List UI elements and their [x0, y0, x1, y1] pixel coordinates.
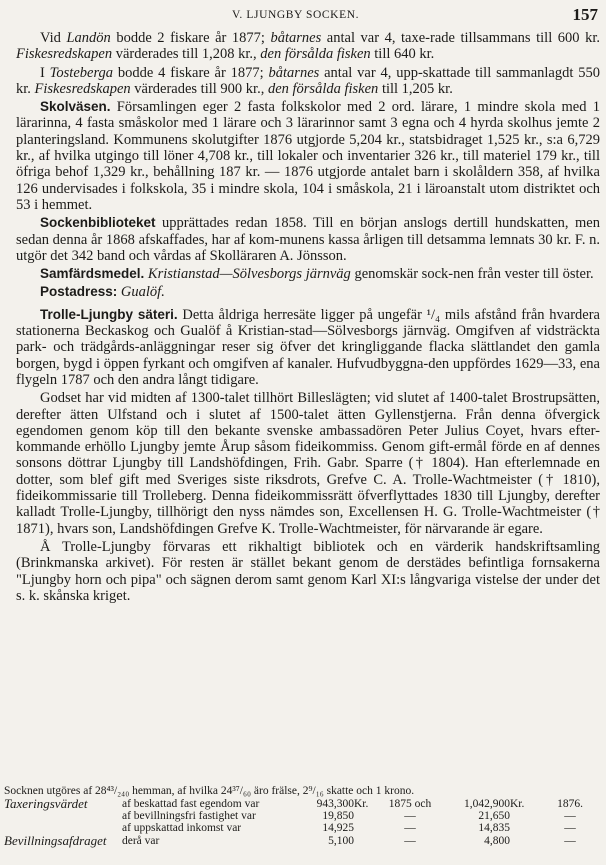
text-run: upprättades redan 1858. Till en början anslogs dertill hundskatten, men sedan denna år 1868 afskaffades, har af kom-munens kassa årligen till detsamma lemnats 30 kr. F. n. utgör det 342 band och vårdas af Skolläraren A. Jönsson.	[16, 215, 600, 264]
valuation-row	[4, 810, 602, 822]
paragraph-landon	[16, 30, 600, 63]
text-run: antal var 4, taxe-rade tillsammans till 600 kr.	[321, 30, 600, 46]
paragraph-tosteberga	[16, 65, 600, 98]
text-run: bodde 4 fiskare år 1877;	[113, 64, 269, 81]
text-run: till 640 kr.	[370, 46, 435, 63]
year-1876: 1876.	[557, 797, 583, 810]
text-run: Godset har vid midten af 1300-talet tillhört Billeslägten; vid slutet af 1400-talet Brostrupsätten, derefter ätten Ulfstand och i slutet af 1500-talet ätten Gyllenstjerna. Från denna öfvergick egendomen genom köp till den bekante svenske ambassadören Peter Julius Coyet, hvars efter-kommande erhöllo Ljungby jemte Årup såsom fideikommiss. Genom gift-ermål förde en af dennes sonsons döttrar Ljungby till Landshöfdingen, Frih. Gabr. Sparre († 1804). Han efterlemnade en dotter, som blef gift med Sveriges siste riksdrots, Grefve C. A. Trolle-Wachtmeister († 1810), fideikommissarie till Trolleberg. Denna fideikommissrätt öfverflyttades 1830 till Ljungby, derefter kalladt Trolle-Ljungby, tillhörigt den nyss nämdes son, Excellensen H. G. Trolle-Wachtmeister († 1871), hvars son, Landshöfdingen Grefve K. Trolle-Wachtmeister, för närvarande är egare.	[16, 390, 600, 537]
text-run: genomskär sock-nen från vester till öster.	[350, 266, 594, 283]
year-1876: —	[564, 810, 576, 822]
text-run: bodde 2 fiskare år 1877;	[110, 30, 271, 46]
year-1875: —	[404, 834, 416, 847]
unit-1876	[510, 835, 538, 847]
year-1875: —	[404, 822, 416, 835]
value-1876: 1,042,900	[464, 797, 510, 810]
paragraph-samfardsmedel	[16, 266, 600, 282]
paragraph-trolle	[16, 307, 600, 388]
value-1876: 4,800	[484, 834, 510, 847]
text-run: till 1,205 kr.	[378, 80, 453, 97]
paragraph-samlingar	[16, 539, 600, 604]
row-label	[4, 810, 122, 822]
text-run: värderades till 1,208 kr.,	[112, 46, 261, 63]
text-run: I	[40, 64, 50, 81]
text-run: Detta åldriga herresäte ligger på ungefär ¹/₄ mils afstånd från hvardera stationerna Beckaskog och Gualöf å Kristian-stad—Sölvesborgs järnväg. Omgifven af vidsträckta park- och trädgårds-anläggningar reser sig öfver det kringliggande flacka slättlandet den gamla borgen, bygd i öppen fyrkant och omgifven af kanaler. Hufvudbyggna-den uppfördes 1629—33, ena flygeln 1787 och den andra långt tidigare.	[16, 306, 600, 388]
text-run: Å Trolle-Ljungby förvaras ett rikhaltigt bibliotek och en värderik handskriftsamling (Brinkmanska arkivet). För resten är stället bekant genom de derstädes befintliga fornsakerna "Ljungby horn och pipa" och sägnen derom samt genom Karl XI:s långvariga vistelse der under det s. k. skånska kriget.	[16, 538, 600, 604]
italic-term: Tosteberga	[49, 64, 114, 81]
paragraph-godset	[16, 390, 600, 537]
valuation-table	[4, 795, 602, 848]
section-heading: Samfärdsmedel.	[40, 266, 145, 282]
year-1876: —	[564, 834, 576, 847]
italic-term: båtarnes	[270, 30, 322, 46]
italic-term: den försålda fisken	[260, 46, 371, 63]
valuation-row	[4, 835, 602, 847]
hemman-summary: Socknen utgöres af 28⁴³/₂₄₀ hemman, af hvilka 24³⁷/₆₀ äro frälse, 2⁹/₁₆ skatte och 1 krono.	[4, 785, 415, 797]
row-description: af bevillningsfri fastighet var	[122, 810, 256, 822]
paragraph-postadress	[16, 284, 600, 300]
value-1875: 19,850	[322, 810, 354, 822]
valuation-row	[4, 798, 602, 810]
section-heading: Trolle-Ljungby säteri.	[40, 306, 178, 322]
italic-term: båtarnes	[268, 64, 320, 81]
italic-term: Kristianstad—Sölvesborgs järnväg	[147, 266, 351, 283]
running-header	[0, 5, 606, 27]
italic-term: Gualöf.	[120, 284, 165, 301]
unit-1876: Kr.	[510, 797, 525, 810]
chapter-title: V. LJUNGBY SOCKEN.	[232, 9, 360, 21]
year-1875: 1875 och	[388, 797, 432, 810]
italic-term: den försålda fisken	[267, 80, 379, 97]
body-text	[16, 30, 600, 606]
paragraph-sockenbibliotek	[16, 215, 600, 264]
italic-term: Fiskesredskapen	[34, 80, 131, 97]
page-number: 157	[572, 5, 598, 24]
text-run: värderades till 900 kr.,	[130, 80, 268, 97]
paragraph-skolvasen	[16, 99, 600, 213]
value-1875: 14,925	[322, 822, 354, 835]
value-1876: 14,835	[478, 822, 510, 835]
unit-1875	[354, 810, 380, 822]
italic-term: Landön	[66, 30, 111, 46]
unit-1875	[354, 835, 380, 847]
value-1875: 943,300	[316, 797, 354, 810]
section-heading: Postadress:	[40, 284, 118, 300]
text-run: Vid	[40, 30, 67, 46]
text-run: antal var 4, upp-skattade till sammanlagdt 550 kr.	[16, 64, 600, 97]
row-description: af uppskattad inkomst var	[122, 822, 242, 835]
unit-1875	[354, 822, 380, 834]
text-run: Församlingen eger 2 fasta folkskolor med 2 ord. lärare, 1 mindre skola med 1 lärarinna, 4 fasta småskolor med 1 lärare och 3 lärarinnor samt 3 egna och 4 hyrda skolhus jemte 2 planteringsland. Kommunens skolutgifter 1876 utgjorde 5,204 kr., statsbidraget 1,525 kr., s:a 6,729 kr., af hvilka utgingo till löner 4,708 kr., till lokaler och inventarier 326 kr., till materiel 179 kr., till öfriga behof 1,329 kr., behållning 187 kr. — 1876 utgjorde antalet barn i skolåldern 358, af hvilka 126 undervisades i folkskola, 35 i mindre skola, 104 i småskola, 21 i läroanstalt utom distriktet och 53 i hemmet.	[16, 99, 600, 213]
row-description: af beskattad fast egendom var	[122, 797, 260, 810]
value-1876: 21,650	[478, 810, 510, 822]
row-label: Bevillningsafdraget	[4, 832, 107, 848]
value-1875: 5,100	[328, 834, 354, 847]
unit-1876	[510, 822, 538, 834]
statistics-footer	[4, 785, 602, 847]
row-label: Taxeringsvärdet	[4, 795, 88, 811]
section-heading: Skolväsen.	[40, 99, 111, 115]
row-description: derå var	[122, 834, 160, 847]
unit-1876	[510, 810, 538, 822]
section-heading: Sockenbiblioteket	[40, 215, 156, 231]
year-1875: —	[404, 810, 416, 822]
italic-term: Fiskesredskapen	[16, 46, 113, 63]
unit-1875: Kr.	[354, 797, 369, 810]
year-1876: —	[564, 822, 576, 835]
